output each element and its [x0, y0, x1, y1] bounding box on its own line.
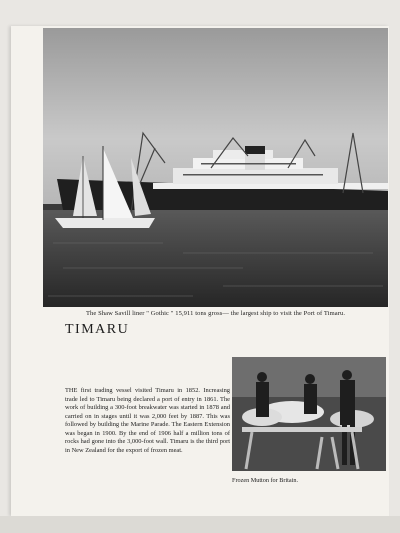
document-page [11, 26, 389, 516]
page-edge [0, 516, 400, 533]
liner-photo-caption: The Shaw Savill liner " Gothic " 15,911 tons gross— the largest ship to visit the Port of Timaru. [85, 310, 346, 317]
frozen-mutton-photo [232, 357, 386, 471]
liner-photo [43, 28, 388, 307]
frozen-mutton-caption: Frozen Mutton for Britain. [232, 477, 298, 484]
section-body: THE first trading vessel visited Timaru in 1852. Increasing trade led to Timaru being declared a port of entry in 1861. The work of building a 300-foot breakwater was started in 1878 and carried on in stages until it was 2,000 feet by 1887. This was followed by building the Marine Parade. The Eastern Extension was began in 1900. By the end of 1906 half a million tons of rocks had gone into the 3,000-foot wall. Timaru is the third port in New Zealand for the export of frozen meat. [65, 387, 230, 454]
section-heading: TIMARU [65, 322, 130, 337]
